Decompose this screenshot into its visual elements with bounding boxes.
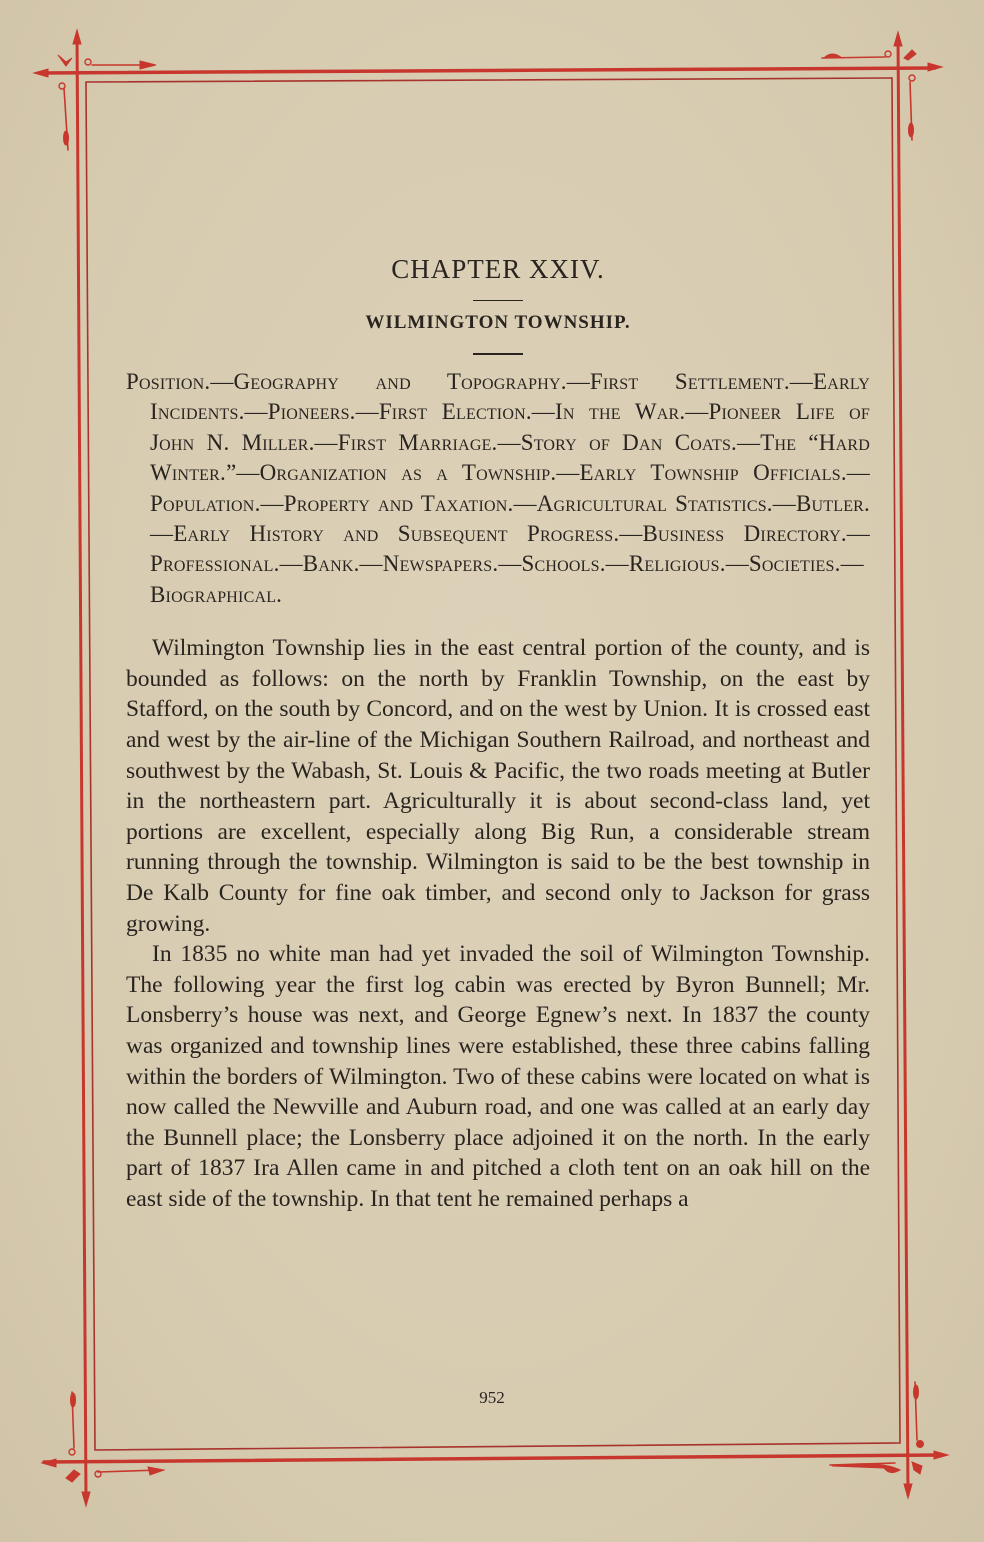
corner-ornament-top-left xyxy=(34,30,156,150)
border-bottom-line xyxy=(44,1455,942,1462)
section-title: WILMINGTON TOWNSHIP. xyxy=(365,312,631,333)
title-divider xyxy=(473,300,523,301)
chapter-summary: Position.—Geography and Topography.—First Settlement.—Early Incidents.—Pioneers.—First Election.—In the War.—Pioneer Life of John N. Miller.—First Marriage.—Story of Dan Coats.—The “Hard Winter.”—Organization as a Township.—Early Township Officials.—Population.—Property and Taxation.—Agricultural Statistics.—Butler.—Early History and Subsequent Progress.—Business Directory.—Professional.—Bank.—Newspapers.—Schools.—Religious.—Societies.—Biographical. xyxy=(126,369,870,607)
body-text xyxy=(126,633,870,1214)
section-divider xyxy=(473,353,523,355)
page-number: 952 xyxy=(479,1388,505,1407)
paragraph: In 1835 no white man had yet invaded the soil of Wilmington Township. The following year the first log cabin was erected by Byron Bunnell; Mr. Lonsberry’s house was next, and George Egnew’s next. In 1837 the county was organized and township lines were established, these three cabins falling within the borders of Wilmington. Two of these cabins were located on what is now called the Newville and Auburn road, and one was called at an early day the Bunnell place; the Lonsberry place adjoined it on the north. In the early part of 1837 Ira Allen came in and pitched a cloth tent on an oak hill on the east side of the township. In that tent he remained perhaps a xyxy=(126,941,870,1212)
chapter-title: CHAPTER XXIV. xyxy=(391,254,605,284)
border-top-line xyxy=(40,68,935,73)
border-left-line xyxy=(77,34,86,1500)
corner-ornament-top-right xyxy=(822,32,942,140)
page-content xyxy=(126,252,870,1215)
paragraph: Wilmington Township lies in the east central portion of the county, and is bounded as follows: on the north by Franklin Township, on the east by Stafford, on the south by Concord, and on the west by Union. It is crossed east and west by the air-line of the Michigan Southern Railroad, and northeast and southwest by the Wabash, St. Louis & Pacific, the two roads meeting at Butler in the northeastern part. Agriculturally it is about second-class land, yet portions are excellent, especially along Big Run, a considerable stream running through the township. Wilmington is said to be the best township in De Kalb County for fine oak timber, and second only to Jackson for grass growing. xyxy=(126,635,870,937)
